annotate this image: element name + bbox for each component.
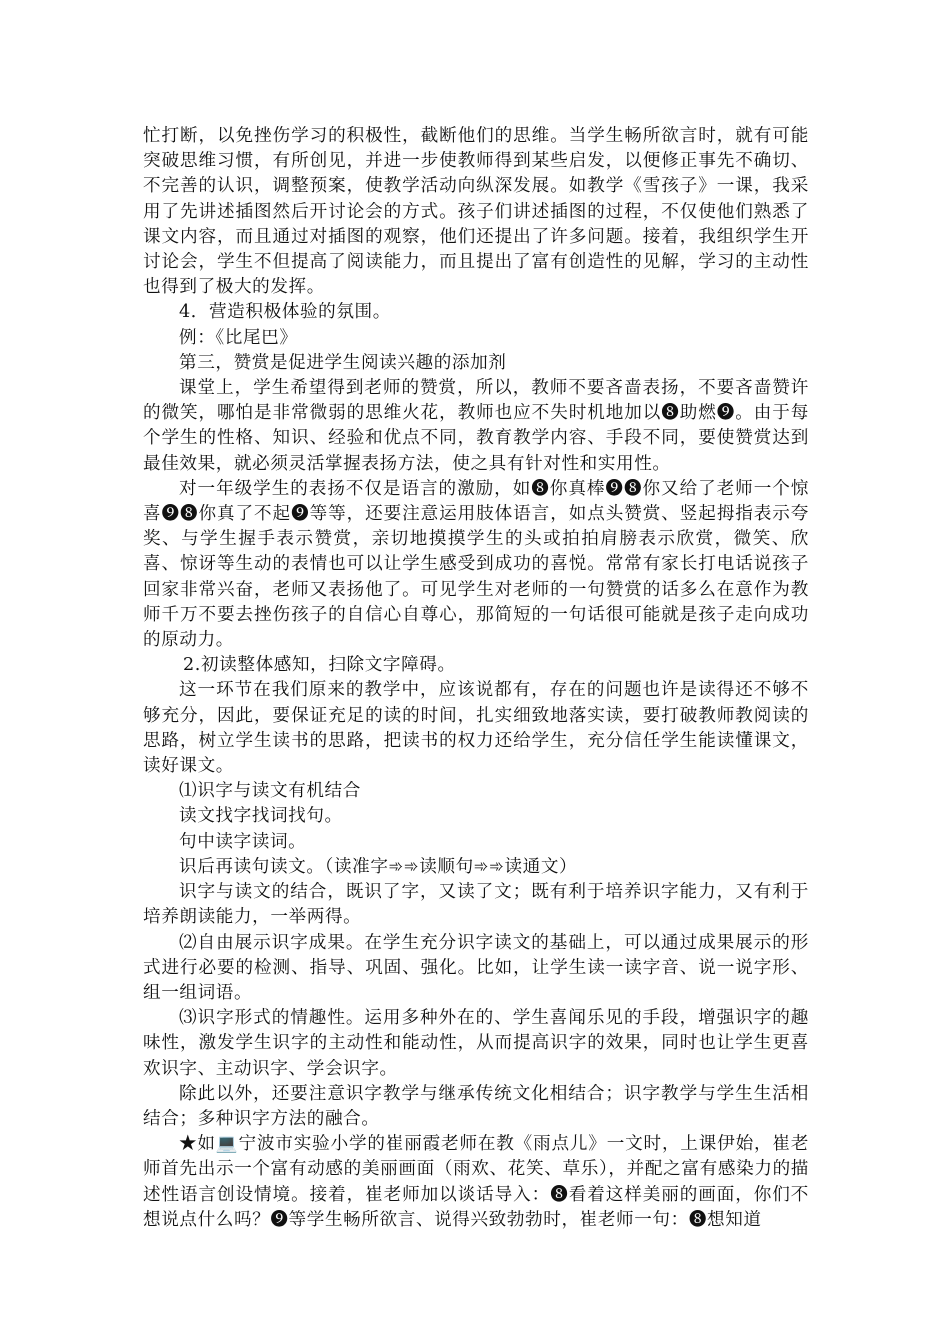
example-label: 例：《比尾巴》 — [179, 327, 298, 348]
paragraph-praise-first-grade: 对一年级学生的表扬不仅是语言的激励，如❽你真棒❾❽你又给了老师一个惊喜❾❽你真了不起❾等等，还要注意运用肢体语言，如点头赞赏、竖起拇指表示夸奖、与学生握手表示赞赏，亲切地摸摸学生的头或拍拍肩膀表示欣赏，微笑、欣喜、惊讶等生动的表情也可以让学生感受到成功的喜悦。常常有家长打电话说孩子回家非常兴奋，老师又表扬他了。可见学生对老师的一句赞赏的话多么在意作为教师千万不要去挫伤孩子的自信心自尊心，那简短的一句话很可能就是孩子走向成功的原动力。 — [143, 478, 809, 651]
paragraph-reading-segment: 这一环节在我们原来的教学中，应该说都有，存在的问题也许是读得还不够不够充分，因此，要保证充足的读的时间，扎实细致地落实读，要打破教师教阅读的思路，树立学生读书的思路，把读书的权力还给学生，充分信任学生能读懂课文，读好课文。 — [143, 680, 809, 777]
paragraph-additionally: 除此以外，还要注意识字教学与继承传统文化相结合；识字教学与学生生活相结合；多种识字方法的融合。 — [143, 1083, 809, 1129]
heading-initial-reading: 2.初读整体感知，扫除文字障碍。 — [183, 655, 456, 676]
paragraph-case-example: ★如💻宁波市实验小学的崔丽霞老师在教《雨点儿》一文时，上课伊始，崔老师首先出示一个富有动感的美丽画面（雨欢、花笑、草乐），并配之富有感染力的描述性语言创设情境。接着，崔老师加以谈话导入：❽看着这样美丽的画面，你们不想说点什么吗？❾等学生畅所欲言、说得兴致勃勃时，崔老师一句：❽想知道 — [143, 1134, 809, 1230]
line-find-words: 读文找字找词找句。 — [179, 806, 343, 827]
line-read-after-recognition: 识后再读句读文。（读准字➾➾读顺句➾➾读通文） — [179, 856, 578, 877]
paragraph-combination-benefit: 识字与读文的结合，既识了字，又读了文；既有利于培养识字能力，又有利于培养朗读能力，一举两得。 — [143, 882, 809, 928]
paragraph-interest-forms: ⑶识字形式的情趣性。运用多种外在的、学生喜闻乐见的手段，增强识字的趣味性，激发学生识字的主动性和能动性，从而提高识字的效果，同时也让学生更喜欢识字、主动识字、学会识字。 — [143, 1008, 809, 1079]
subheading-literacy-reading: ⑴识字与读文有机结合 — [179, 781, 361, 802]
paragraph-intro-continuation: 忙打断，以免挫伤学习的积极性，截断他们的思维。当学生畅所欲言时，就有可能突破思维习惯，有所创见，并进一步使教师得到某些启发，以便修正事先不确切、不完善的认识，调整预案，使教学活动向纵深发展。如教学《雪孩子》一课，我采用了先讲述插图然后开讨论会的方式。孩子们讲述插图的过程，不仅使他们熟悉了课文内容，而且通过对插图的观察，他们还提出了许多问题。接着，我组织学生开讨论会，学生不但提高了阅读能力，而且提出了富有创造性的见解，学习的主动性也得到了极大的发挥。 — [143, 126, 809, 298]
line-read-in-sentence: 句中读字读词。 — [179, 831, 307, 852]
paragraph-show-results: ⑵自由展示识字成果。在学生充分识字读文的基础上，可以通过成果展示的形式进行必要的检测、指导、巩固、强化。比如，让学生读一读字音、说一说字形、组一组词语。 — [143, 932, 809, 1003]
document-page — [143, 124, 809, 1233]
heading-item-4: 4．营造积极体验的氛围。 — [179, 302, 391, 323]
paragraph-praise-classroom: 课堂上，学生希望得到老师的赞赏，所以，教师不要吝啬表扬，不要吝啬赞许的微笑，哪怕是非常微弱的思维火花，教师也应不失时机地加以❽助燃❾。由于每个学生的性格、知识、经验和优点不同，教育教学内容、手段不同，要使赞赏达到最佳效果，就必须灵活掌握表扬方法，使之具有针对性和实用性。 — [143, 378, 809, 474]
section-heading-third: 第三，赞赏是促进学生阅读兴趣的添加剂 — [179, 352, 507, 373]
